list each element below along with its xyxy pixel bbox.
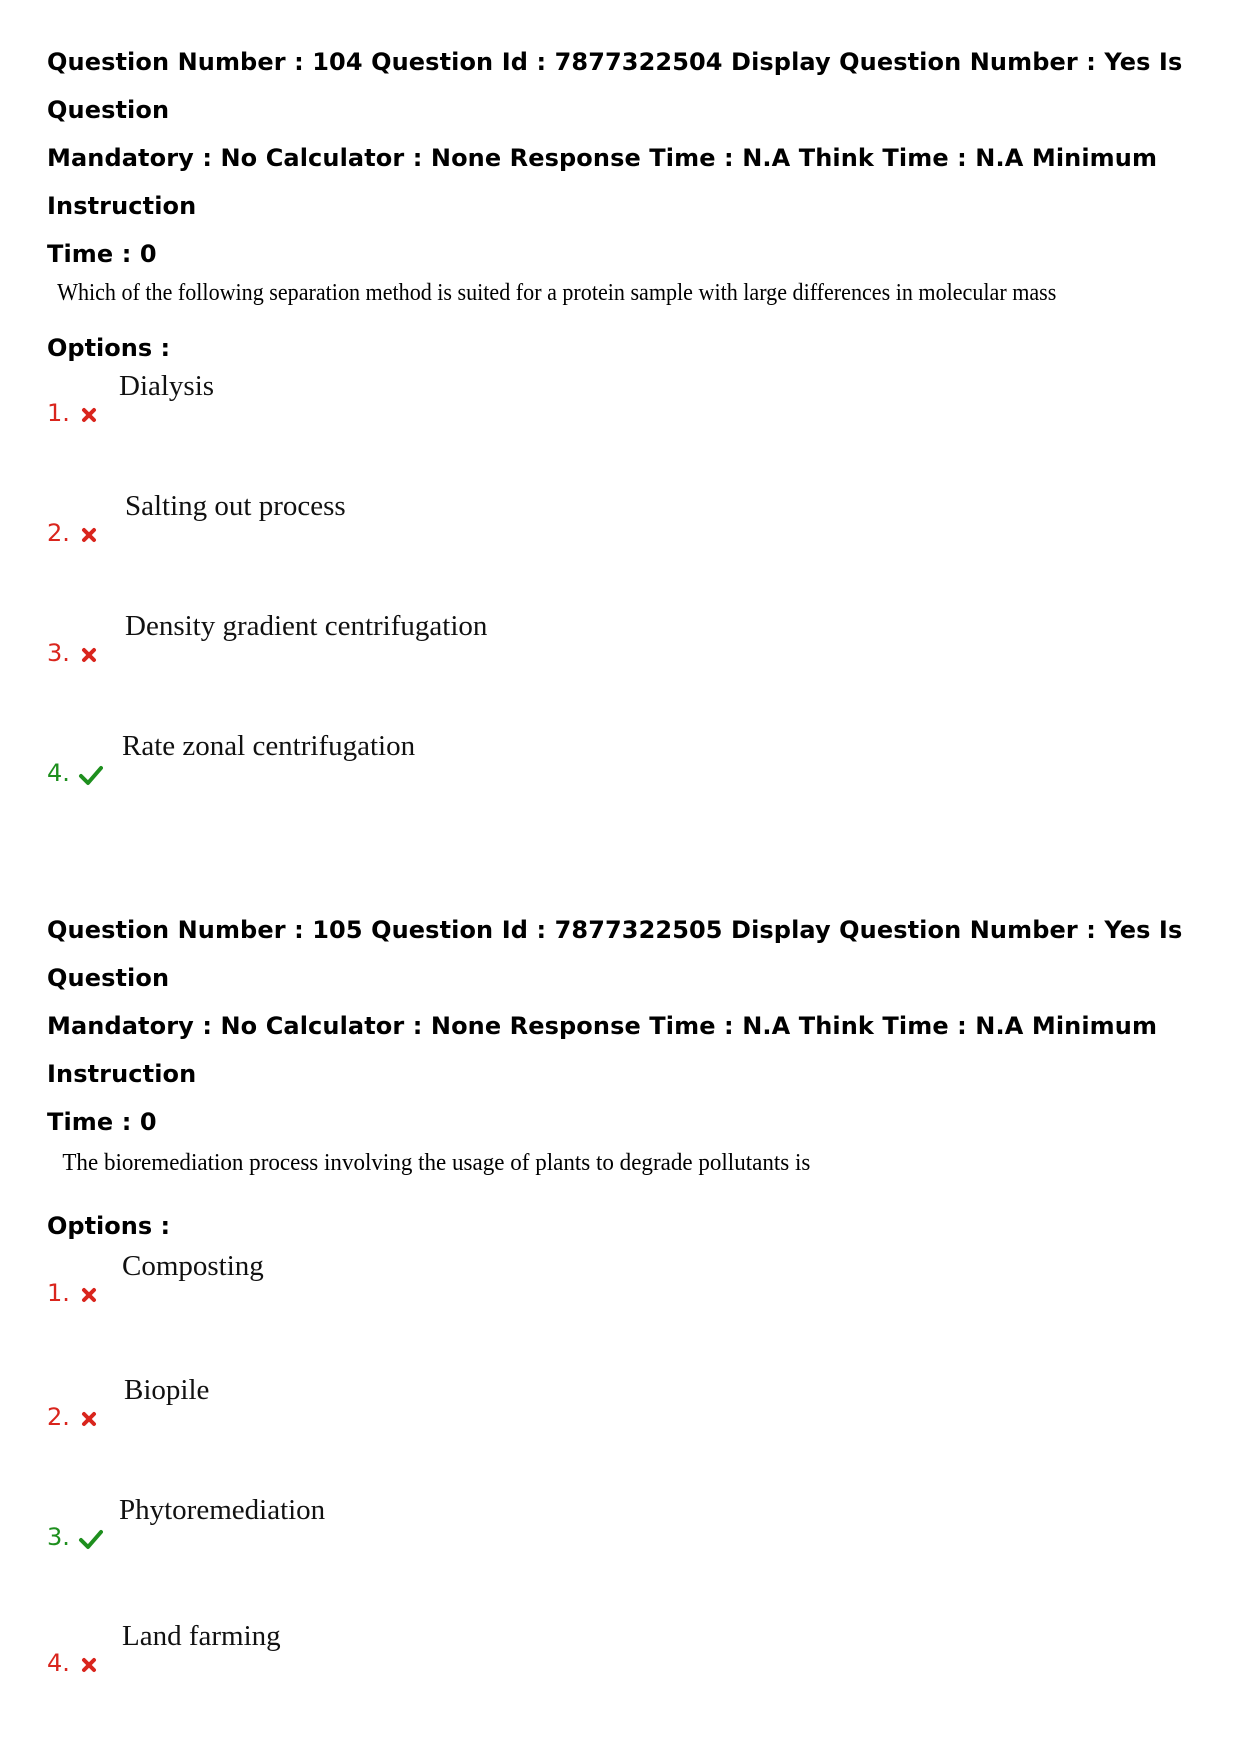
cross-icon — [77, 518, 101, 548]
option-number: 3. — [47, 639, 70, 667]
option-3 — [47, 608, 747, 668]
question-meta-line-2: Mandatory : No Calculator : None Response Time : N.A Think Time : N.A Minimum Instruction — [47, 144, 1158, 220]
options-label: Options : — [47, 334, 171, 362]
option-number: 1. — [47, 1279, 70, 1307]
check-icon — [77, 1522, 103, 1552]
cross-icon — [77, 638, 101, 668]
cross-icon — [77, 1402, 101, 1432]
option-1 — [47, 368, 747, 428]
option-2 — [47, 1372, 747, 1432]
option-4 — [47, 728, 747, 788]
option-2 — [47, 488, 747, 548]
question-meta-line-3: Time : 0 — [47, 240, 157, 268]
cross-icon — [77, 1278, 101, 1308]
option-text: Composting — [122, 1250, 264, 1282]
option-3 — [47, 1492, 747, 1552]
option-number: 2. — [47, 1403, 70, 1431]
option-number: 4. — [47, 759, 70, 787]
option-text: Phytoremediation — [119, 1494, 326, 1526]
question-meta-line-3: Time : 0 — [47, 1108, 157, 1136]
option-text: Land farming — [122, 1620, 281, 1652]
question-meta-line-2: Mandatory : No Calculator : None Response Time : N.A Think Time : N.A Minimum Instruction — [47, 1012, 1158, 1088]
question-meta-line-1: Question Number : 105 Question Id : 7877322505 Display Question Number : Yes Is Question — [47, 916, 1183, 992]
question-meta-line-1: Question Number : 104 Question Id : 7877322504 Display Question Number : Yes Is Question — [47, 48, 1183, 124]
option-number: 2. — [47, 519, 70, 547]
option-text: Biopile — [124, 1374, 210, 1406]
option-number: 3. — [47, 1523, 70, 1551]
option-text: Rate zonal centrifugation — [122, 730, 416, 762]
cross-icon — [77, 1648, 101, 1678]
option-4 — [47, 1618, 747, 1678]
option-1 — [47, 1248, 747, 1308]
option-number: 1. — [47, 399, 70, 427]
option-text: Density gradient centrifugation — [125, 610, 488, 642]
question-text: The bioremediation process involving the usage of plants to degrade pollutants is — [62, 1150, 811, 1176]
option-text: Dialysis — [119, 370, 215, 402]
option-number: 4. — [47, 1649, 70, 1677]
question-block-105 — [47, 906, 1197, 1677]
check-icon — [77, 758, 103, 788]
question-text: Which of the following separation method is suited for a protein sample with large differences in molecular mass — [57, 280, 1057, 306]
options-label: Options : — [47, 1212, 171, 1240]
option-text: Salting out process — [125, 490, 346, 522]
question-block-104 — [47, 38, 1197, 787]
cross-icon — [77, 398, 101, 428]
